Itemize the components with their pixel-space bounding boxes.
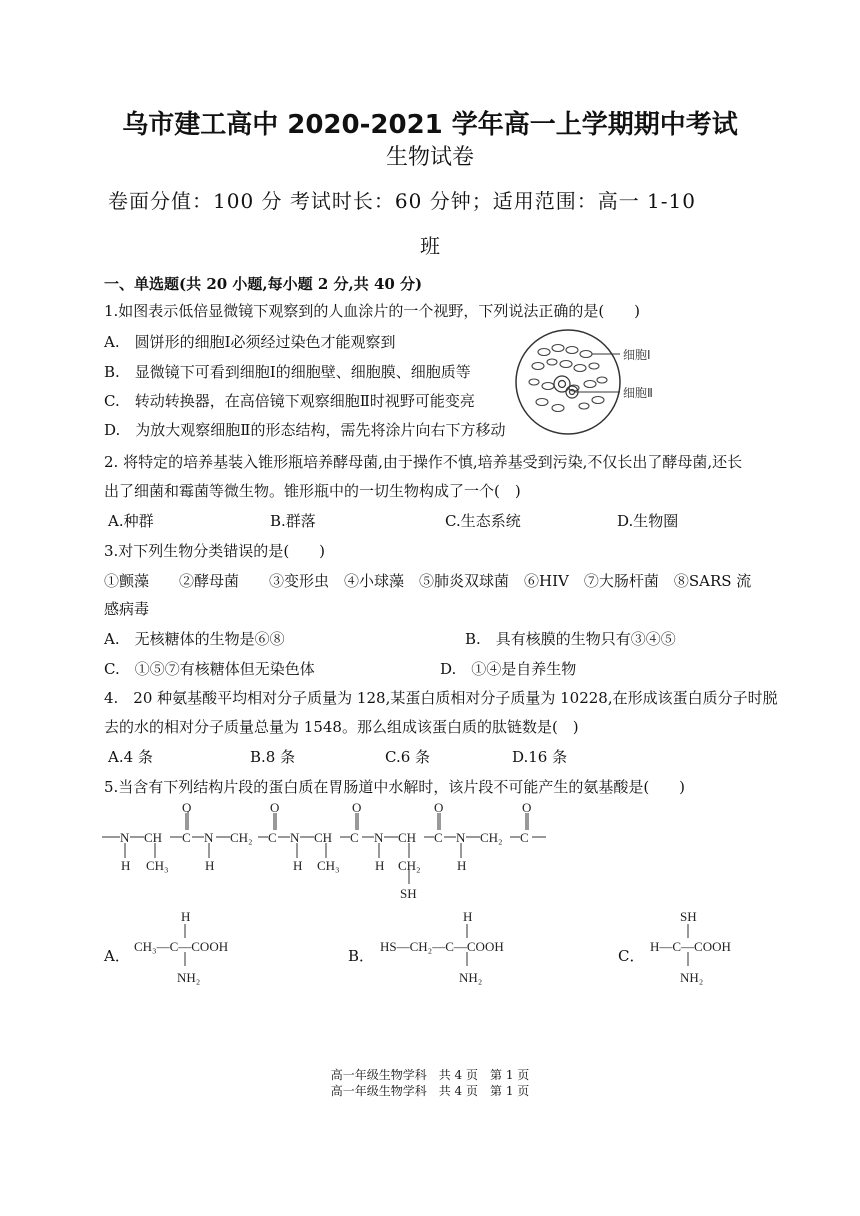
field-of-view-circle bbox=[516, 330, 620, 434]
q5-option-b-formula bbox=[378, 908, 548, 988]
q3-option-d: D. ①④是自养生物 bbox=[440, 660, 577, 678]
exam-subtitle: 生物试卷 bbox=[385, 145, 474, 170]
page-footer: 高一年级生物学科 共 4 页 第 1 页 bbox=[330, 1068, 530, 1082]
q5-stem: 5.当含有下列结构片段的蛋白质在胃肠道中水解时，该片段不可能产生的氨基酸是( ) bbox=[104, 778, 686, 796]
svg-text:H: H bbox=[375, 858, 385, 873]
q5-option-a-label: A． bbox=[104, 947, 130, 965]
q3-list-line1: ①颤藻 ②酵母菌 ③变形虫 ④小球藻 ⑤肺炎双球菌 ⑥HIV ⑦大肠杆菌 ⑧SARS 流 bbox=[104, 572, 752, 590]
q5-option-c-label: C． bbox=[618, 947, 645, 965]
q2-option-d: D.生物圈 bbox=[617, 512, 679, 530]
q2-option-c: C.生态系统 bbox=[445, 512, 521, 530]
svg-text:CH: CH bbox=[314, 830, 333, 845]
svg-text:H: H bbox=[121, 858, 131, 873]
svg-text:H: H bbox=[293, 858, 303, 873]
q2-option-a: A.种群 bbox=[108, 512, 154, 530]
svg-text:O: O bbox=[522, 800, 532, 815]
exam-info-line: 卷面分值：100 分 考试时长：60 分钟；适用范围：高一 1-10 bbox=[108, 189, 696, 213]
svg-text:SH: SH bbox=[680, 909, 697, 924]
svg-text:SH: SH bbox=[400, 886, 417, 901]
svg-text:O: O bbox=[270, 800, 280, 815]
q1-option-c: C. 转动转换器，在高倍镜下观察细胞Ⅱ时视野可能变亮 bbox=[104, 392, 475, 410]
svg-text:C: C bbox=[268, 830, 277, 845]
svg-text:CH₂: CH₂ bbox=[230, 830, 253, 845]
svg-text:N: N bbox=[374, 830, 384, 845]
svg-text:CH₃: CH₃ bbox=[317, 858, 340, 873]
svg-text:CH₂: CH₂ bbox=[398, 858, 421, 873]
q5-option-c-formula bbox=[648, 908, 768, 988]
svg-text:CH₃—C—COOH: CH₃—C—COOH bbox=[134, 939, 229, 954]
exam-title: 乌市建工高中 2020-2021 学年高一上学期期中考试 bbox=[122, 110, 738, 140]
q1-option-a: A. 圆饼形的细胞Ⅰ必须经过染色才能观察到 bbox=[104, 333, 396, 351]
svg-text:O: O bbox=[434, 800, 444, 815]
q3-stem: 3.对下列生物分类错误的是( ) bbox=[104, 542, 326, 560]
svg-text:H: H bbox=[181, 909, 191, 924]
svg-text:H: H bbox=[205, 858, 215, 873]
page-footer-duplicate: 高一年级生物学科 共 4 页 第 1 页 bbox=[330, 1084, 530, 1098]
svg-text:H: H bbox=[463, 909, 473, 924]
svg-text:O: O bbox=[182, 800, 192, 815]
svg-text:NH₂: NH₂ bbox=[177, 970, 201, 985]
svg-text:N: N bbox=[120, 830, 130, 845]
svg-text:N: N bbox=[204, 830, 214, 845]
svg-text:C: C bbox=[434, 830, 443, 845]
q1-option-b: B. 显微镜下可看到细胞Ⅰ的细胞壁、细胞膜、细胞质等 bbox=[104, 363, 471, 381]
svg-text:C: C bbox=[182, 830, 191, 845]
q1-option-d: D. 为放大观察细胞Ⅱ的形态结构，需先将涂片向右下方移动 bbox=[104, 421, 506, 439]
svg-text:HS—CH₂—C—COOH: HS—CH₂—C—COOH bbox=[380, 939, 504, 954]
svg-text:H: H bbox=[457, 858, 467, 873]
exam-info-continuation: 班 bbox=[420, 234, 440, 258]
svg-text:N: N bbox=[290, 830, 300, 845]
q1-stem: 1.如图表示低倍显微镜下观察到的人血涂片的一个视野，下列说法正确的是( ) bbox=[104, 302, 641, 320]
svg-text:C: C bbox=[350, 830, 359, 845]
svg-text:H—C—COOH: H—C—COOH bbox=[650, 939, 731, 954]
q3-list-line2: 感病毒 bbox=[104, 600, 150, 618]
q4-option-c: C.6 条 bbox=[385, 748, 431, 766]
q4-stem-line1: 4. 20 种氨基酸平均相对分子质量为 128,某蛋白质相对分子质量为 10228,在形成该蛋白质分子时脱 bbox=[104, 689, 778, 707]
label-cell-2: 细胞Ⅱ bbox=[623, 386, 653, 400]
q4-option-b: B.8 条 bbox=[250, 748, 296, 766]
section-heading: 一、单选题(共 20 小题,每小题 2 分,共 40 分) bbox=[104, 275, 423, 293]
q5-option-a-formula bbox=[132, 908, 262, 988]
q4-option-a: A.4 条 bbox=[108, 748, 153, 766]
svg-text:NH₂: NH₂ bbox=[680, 970, 704, 985]
svg-text:N: N bbox=[456, 830, 466, 845]
peptide-chain-structure bbox=[100, 800, 560, 905]
svg-text:CH₃: CH₃ bbox=[146, 858, 169, 873]
q5-option-b-label: B． bbox=[348, 947, 375, 965]
q4-stem-line2: 去的水的相对分子质量总量为 1548。那么组成该蛋白质的肽链数是( ) bbox=[104, 718, 579, 736]
svg-text:CH: CH bbox=[398, 830, 417, 845]
svg-text:CH: CH bbox=[144, 830, 163, 845]
white-blood-cell bbox=[554, 376, 570, 392]
q2-stem-line1: 2. 将特定的培养基装入锥形瓶培养酵母菌,由于操作不慎,培养基受到污染,不仅长出了酵母菌,还长 bbox=[104, 453, 743, 471]
q3-option-b: B. 具有核膜的生物只有③④⑤ bbox=[465, 630, 676, 648]
q3-option-c: C. ①⑤⑦有核糖体但无染色体 bbox=[104, 660, 315, 678]
q4-option-d: D.16 条 bbox=[512, 748, 568, 766]
q2-option-b: B.群落 bbox=[270, 512, 316, 530]
label-cell-1: 细胞Ⅰ bbox=[623, 348, 651, 362]
svg-text:NH₂: NH₂ bbox=[459, 970, 483, 985]
svg-text:C: C bbox=[520, 830, 529, 845]
svg-text:O: O bbox=[352, 800, 362, 815]
q3-option-a: A. 无核糖体的生物是⑥⑧ bbox=[104, 630, 285, 648]
svg-text:CH₂: CH₂ bbox=[480, 830, 503, 845]
microscope-field-figure bbox=[512, 326, 682, 438]
q2-stem-line2: 出了细菌和霉菌等微生物。锥形瓶中的一切生物构成了一个( ) bbox=[104, 482, 521, 500]
